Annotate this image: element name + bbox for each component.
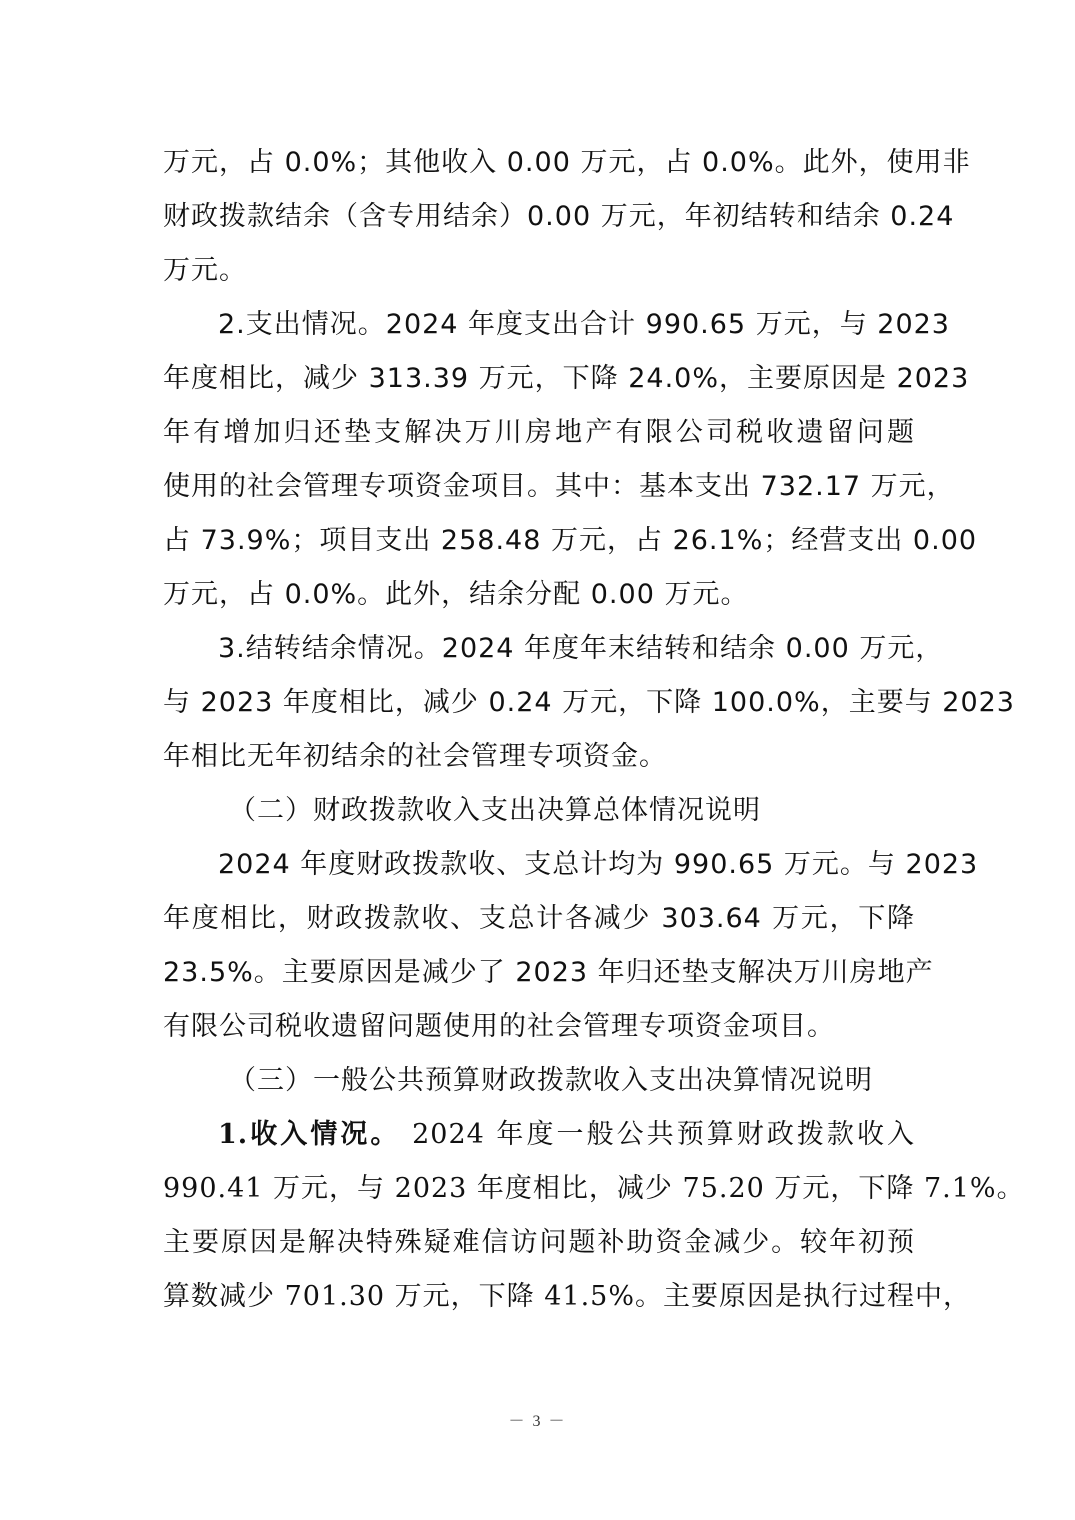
paragraph-line: 万元，占 0.0%。此外，结余分配 0.00 万元。 bbox=[163, 579, 749, 610]
paragraph-line: 主要原因是解决特殊疑难信访问题补助资金减少。较年初预 bbox=[163, 1227, 915, 1258]
paragraph-line bbox=[218, 1110, 915, 1160]
paragraph-line: 年度相比，财政拨款收、支总计各减少 303.64 万元，下降 bbox=[163, 903, 915, 934]
paragraph-line: 年有增加归还垫支解决万川房地产有限公司税收遗留问题 bbox=[163, 417, 915, 448]
paragraph-line: 3.结转结余情况。2024 年度年末结转和结余 0.00 万元， bbox=[218, 633, 944, 664]
paragraph-line: 使用的社会管理专项资金项目。其中：基本支出 732.17 万元， bbox=[163, 471, 955, 502]
paragraph-line: 2024 年度财政拨款收、支总计均为 990.65 万元。与 2023 bbox=[218, 849, 979, 880]
paragraph-line: 990.41 万元，与 2023 年度相比，减少 75.20 万元，下降 7.1%。 bbox=[163, 1173, 1025, 1204]
paragraph-line: 财政拨款结余（含专用结余）0.00 万元，年初结转和结余 0.24 bbox=[163, 201, 955, 232]
section-heading: （二）财政拨款收入支出决算总体情况说明 bbox=[229, 795, 761, 826]
page-number: － 3 － bbox=[508, 1413, 567, 1430]
paragraph-line: 占 73.9%；项目支出 258.48 万元，占 26.1%；经营支出 0.00 bbox=[163, 525, 978, 556]
paragraph-line-rest: 2024 年度一般公共预算财政拨款收入 bbox=[412, 1119, 916, 1150]
paragraph-line: 2.支出情况。2024 年度支出合计 990.65 万元，与 2023 bbox=[218, 309, 950, 340]
paragraph-line: 万元，占 0.0%；其他收入 0.00 万元，占 0.0%。此外，使用非 bbox=[163, 147, 971, 178]
paragraph-line: 算数减少 701.30 万元，下降 41.5%。主要原因是执行过程中， bbox=[163, 1281, 971, 1312]
paragraph-line: 年相比无年初结余的社会管理专项资金。 bbox=[163, 741, 667, 772]
paragraph-line: 万元。 bbox=[163, 255, 247, 286]
bold-prefix: 1. bbox=[218, 1119, 249, 1150]
section-heading: （三）一般公共预算财政拨款收入支出决算情况说明 bbox=[229, 1065, 873, 1096]
paragraph-line-text: 收入情况。 bbox=[248, 1119, 401, 1150]
paragraph-line: 年度相比，减少 313.39 万元，下降 24.0%，主要原因是 2023 bbox=[163, 363, 970, 394]
paragraph-line: 23.5%。主要原因是减少了 2023 年归还垫支解决万川房地产 bbox=[163, 957, 934, 988]
paragraph-line: 与 2023 年度相比，减少 0.24 万元，下降 100.0%，主要与 2023 bbox=[163, 687, 1015, 718]
paragraph-line: 有限公司税收遗留问题使用的社会管理专项资金项目。 bbox=[163, 1011, 835, 1042]
